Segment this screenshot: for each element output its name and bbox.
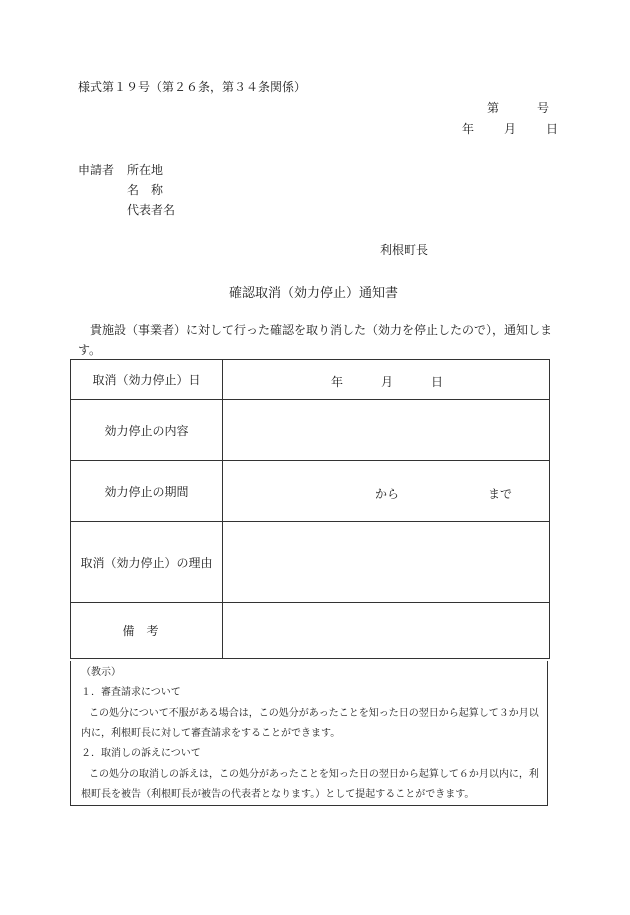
number-go: 号: [537, 101, 550, 115]
issue-date-line: [462, 120, 558, 137]
body-text: 貴施設（事業者）に対して行った確認を取り消した（効力を停止したので），通知します。: [78, 323, 553, 357]
reason-field[interactable]: [223, 522, 550, 603]
date-day: 日: [546, 122, 559, 136]
suspension-content-field[interactable]: [223, 400, 550, 461]
notes-item1-line2: 内に，利根町長に対して審査請求をすることができます。: [81, 728, 341, 739]
number-dai: 第: [487, 101, 500, 115]
row-label-remarks: 備考: [71, 603, 223, 659]
notes-item1-title: １．審査請求について: [81, 687, 181, 698]
cell-year: 年: [331, 375, 344, 389]
period-to: まで: [488, 487, 513, 501]
notes-heading: （教示）: [81, 667, 121, 678]
representative-label: 代表者名: [127, 203, 176, 217]
row-label-suspension-period: 効力停止の期間: [71, 461, 223, 522]
row-label-cancel-date: 取消（効力停止）日: [71, 360, 223, 400]
notes-item1-line1: この処分について不服がある場合は，この処分があったことを知った日の翌日から起算して３か月以: [89, 708, 539, 719]
notes-item2-title: ２．取消しの訴えについて: [81, 748, 201, 759]
instructions-box: [70, 661, 548, 806]
notes-item2-line2: 根町長を被告（利根町長が被告の代表者となります。）として提起することができます。: [81, 789, 475, 800]
table-row: [71, 461, 550, 522]
table-row: [71, 400, 550, 461]
cell-day: 日: [431, 375, 444, 389]
suspension-period-field[interactable]: [223, 461, 550, 522]
issuer: 利根町長: [380, 243, 429, 257]
table-row: [71, 522, 550, 603]
notes-item2-line1: この処分の取消しの訴えは，この処分があったことを知った日の翌日から起算して６か月以内に，利: [89, 769, 539, 780]
name-label: 名称: [127, 183, 176, 197]
table-row: [71, 603, 550, 659]
cell-month: 月: [381, 375, 394, 389]
date-month: 月: [504, 122, 517, 136]
document-title: 確認取消（効力停止）通知書: [229, 286, 399, 301]
row-label-reason: 取消（効力停止）の理由: [71, 522, 223, 603]
period-from: から: [375, 487, 400, 501]
cancel-date-field[interactable]: [223, 360, 550, 400]
notice-table: [70, 359, 550, 659]
row-label-suspension-content: 効力停止の内容: [71, 400, 223, 461]
document-number-line: [487, 99, 549, 116]
address-label: 所在地: [127, 163, 164, 177]
form-number: 様式第１９号（第２６条，第３４条関係）: [78, 80, 307, 94]
remarks-field[interactable]: [223, 603, 550, 659]
date-year: 年: [462, 122, 475, 136]
table-row: [71, 360, 550, 400]
applicant-label: 申請者: [78, 163, 115, 177]
